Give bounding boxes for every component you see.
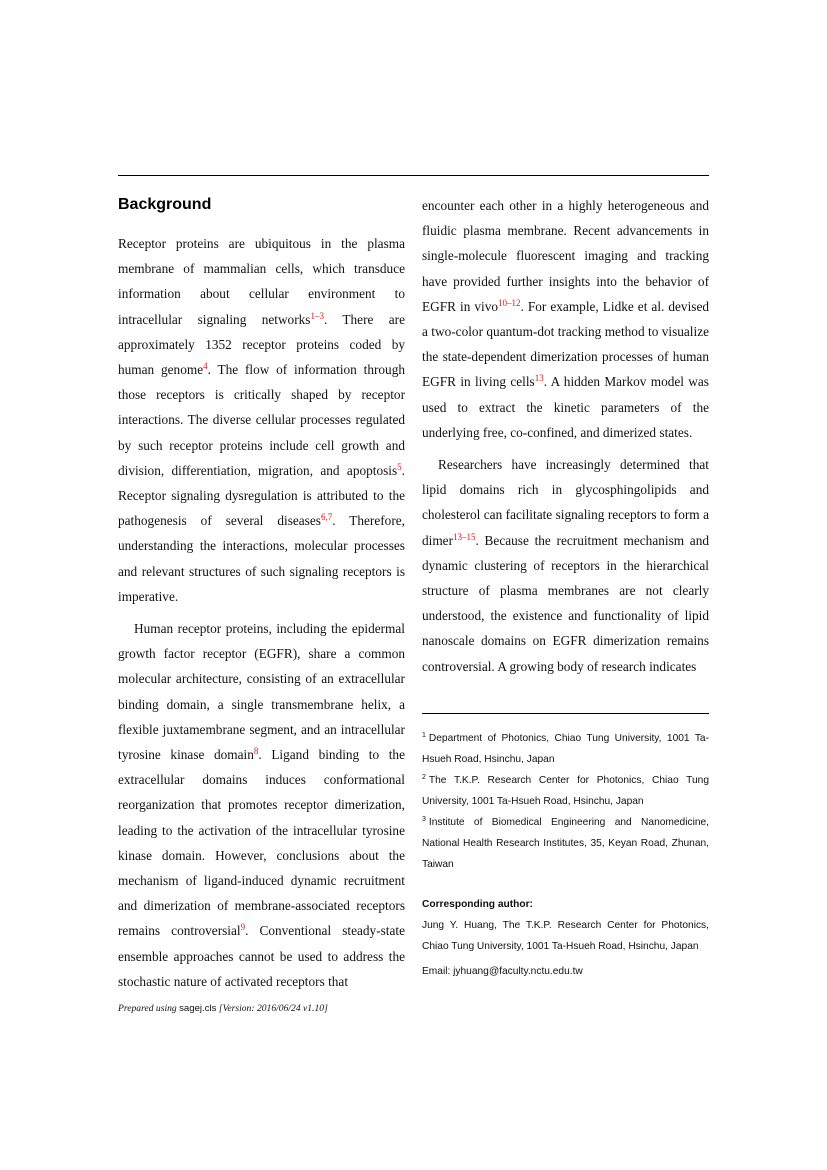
citation-ref[interactable]: 10–12 <box>498 297 521 308</box>
citation-ref[interactable]: 1–3 <box>310 310 324 321</box>
footnote-item <box>422 812 709 875</box>
affiliation-footnotes <box>422 728 709 875</box>
paragraph-text: . Therefore, understanding the interactions, molecular processes and relevant structures of such signaling receptors is imperative. <box>118 513 405 604</box>
footnote-text: Department of Photonics, Chiao Tung University, 1001 Ta-Hsueh Road, Hsinchu, Japan <box>422 733 709 765</box>
footnote-mark: 2 <box>422 774 426 781</box>
paragraph-text: . Because the recruitment mechanism and dynamic clustering of receptors in the hierarchical structure of plasma membranes are not clearly understood, the existence and functionality of lipid nanoscale domains on EGFR dimerization remains controversial. A growing body of research indicates <box>422 532 709 674</box>
paragraph-text: Human receptor proteins, including the epidermal growth factor receptor (EGFR), share a common molecular architecture, consisting of an extracellular binding domain, a single transmembrane helix, a flexible juxtamembrane segment, and an intracellular tyrosine kinase domain <box>118 621 405 763</box>
paragraph-egfr-architecture <box>118 616 405 994</box>
citation-ref[interactable]: 9 <box>240 922 246 933</box>
paragraph-text: . A hidden Markov model was used to extract the kinetic parameters of the underlying free, co-confined, and dimerized states. <box>422 374 709 440</box>
paragraph-imaging <box>422 193 709 445</box>
paragraph-text: . Ligand binding to the extracellular domains induces conformational reorganization that promotes receptor dimerization, leading to the activation of the intracellular tyrosine kinase domain. However, conclusions about the mechanism of ligand-induced dynamic recruitment and dimerization of membrane-associated receptors remains controversial <box>118 747 405 939</box>
footnote-mark: 3 <box>422 816 426 823</box>
corresponding-author-address: Jung Y. Huang, The T.K.P. Research Center for Photonics, Chiao Tung University, 1001 Ta-Hsueh Road, Hsinchu, Japan <box>422 920 709 952</box>
corresponding-author-title: Corresponding author: <box>422 899 533 910</box>
citation-ref[interactable]: 4 <box>203 361 208 372</box>
section-heading: Background <box>118 196 212 213</box>
right-column <box>422 193 709 679</box>
footnote-text: The T.K.P. Research Center for Photonics, Chiao Tung University, 1001 Ta-Hsueh Road, Hsinchu, Japan <box>422 775 709 807</box>
paragraph-text: Researchers have increasingly determined that lipid domains rich in glycosphingolipids and cholesterol can facilitate signaling receptors to form a dimer <box>422 457 709 548</box>
footer-prefix: Prepared using <box>118 1003 180 1014</box>
paragraph-text: . The flow of information through those receptors is critically shaped by receptor interactions. The diverse cellular processes regulated by such receptor proteins include cell growth and division, differentiation, migration, and apoptosis <box>118 362 405 478</box>
footnote-rule <box>422 713 709 714</box>
footnote-item <box>422 770 709 812</box>
citation-ref[interactable]: 8 <box>253 746 259 757</box>
citation-ref[interactable]: 6,7 <box>320 512 333 523</box>
paragraph-text: . For example, Lidke et al. devised a two-color quantum-dot tracking method to visualize the state-dependent dimerization processes of human EGFR in living cells <box>422 298 709 390</box>
footnote-mark: 1 <box>422 732 426 739</box>
footnote-text: Institute of Biomedical Engineering and Nanomedicine, National Health Research Institutes, 35, Keyan Road, Zhunan, Taiwan <box>422 817 709 870</box>
paragraph-text: . Conventional steady-state ensemble approaches cannot be used to address the stochastic nature of activated receptors that <box>118 923 405 989</box>
paragraph-lipid-domains <box>422 452 709 679</box>
footer-version: [Version: 2016/06/24 v1.10] <box>216 1003 328 1014</box>
paragraph-text: . Receptor signaling dysregulation is attributed to the pathogenesis of several diseases <box>118 462 405 529</box>
left-column <box>118 193 405 994</box>
corresponding-author-block <box>422 894 709 982</box>
paragraph-text: . There are approximately 1352 receptor proteins coded by human genome <box>118 311 405 378</box>
footnote-item <box>422 728 709 770</box>
corresponding-author-email[interactable]: Email: jyhuang@faculty.nctu.edu.tw <box>422 966 583 977</box>
citation-ref[interactable]: 5 <box>397 461 402 472</box>
paragraph-receptors <box>118 231 405 609</box>
header-rule <box>118 175 709 176</box>
footer-class-file: sagej.cls <box>179 1003 217 1014</box>
page-footer <box>118 1003 328 1014</box>
citation-ref[interactable]: 13–15 <box>453 531 476 542</box>
paragraph-text: encounter each other in a highly heterogeneous and fluidic plasma membrane. Recent advancements in single-molecule fluorescent imaging and tracking have provided further insights into the behavior of EGFR in vivo <box>422 198 709 314</box>
paragraph-text: Receptor proteins are ubiquitous in the plasma membrane of mammalian cells, which transduce information about cellular environment to intracellular signaling networks <box>118 236 405 327</box>
citation-ref[interactable]: 13 <box>534 373 544 384</box>
